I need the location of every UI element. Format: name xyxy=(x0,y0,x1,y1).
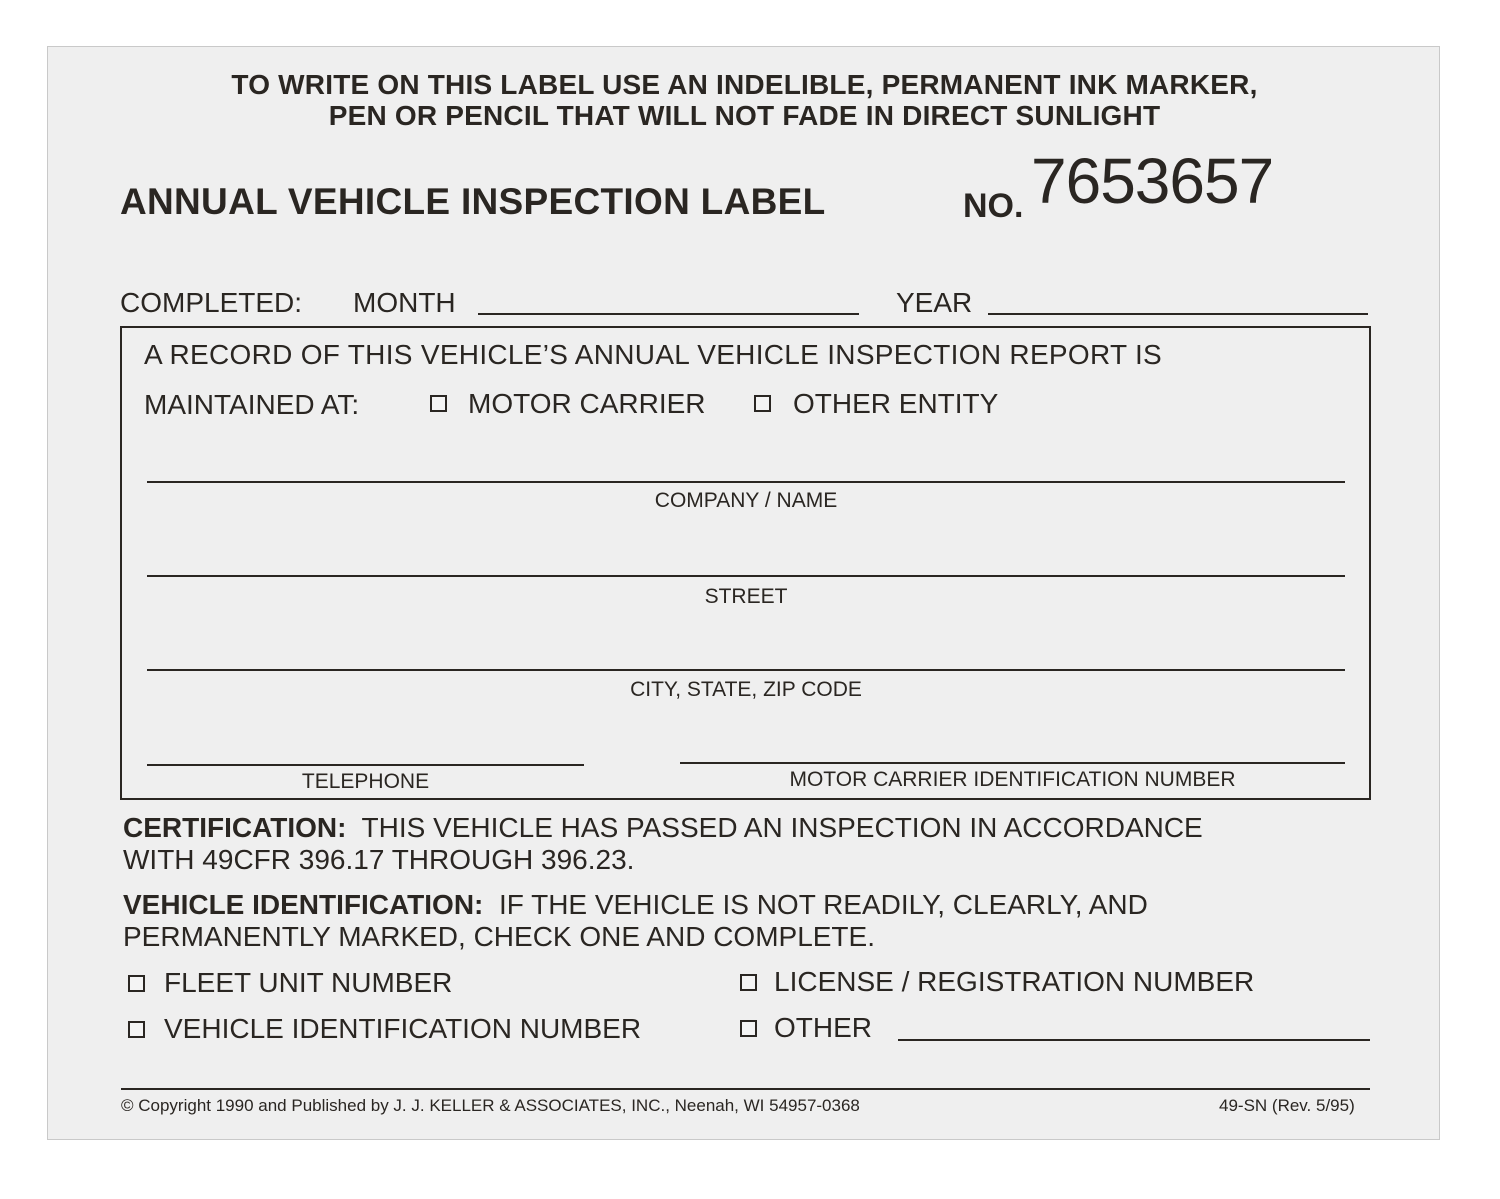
motor-carrier-id-caption: MOTOR CARRIER IDENTIFICATION NUMBER xyxy=(789,768,1236,791)
fleet-unit-checkbox[interactable] xyxy=(128,975,145,992)
company-name-field[interactable] xyxy=(147,481,1345,483)
vin-checkbox[interactable] xyxy=(128,1021,145,1038)
warning-line-1: TO WRITE ON THIS LABEL USE AN INDELIBLE, PERMANENT INK MARKER, xyxy=(231,69,1258,100)
vehicle-id-line-2: PERMANENTLY MARKED, CHECK ONE AND COMPLETE. xyxy=(123,921,875,952)
year-field[interactable] xyxy=(988,313,1368,315)
month-label: MONTH xyxy=(353,287,456,318)
telephone-caption: TELEPHONE xyxy=(301,770,430,793)
company-name-caption: COMPANY / NAME xyxy=(654,489,838,512)
street-caption: STREET xyxy=(704,585,788,608)
label-title: ANNUAL VEHICLE INSPECTION LABEL xyxy=(120,181,826,222)
completed-label: COMPLETED: xyxy=(120,287,303,318)
maintained-at-label: MAINTAINED AT: xyxy=(144,389,360,420)
record-statement: A RECORD OF THIS VEHICLE’S ANNUAL VEHICLE INSPECTION REPORT IS xyxy=(144,339,1163,370)
city-state-zip-field[interactable] xyxy=(147,669,1345,671)
motor-carrier-id-field[interactable] xyxy=(680,762,1345,764)
fleet-unit-label: FLEET UNIT NUMBER xyxy=(164,967,453,998)
certification-text: THIS VEHICLE HAS PASSED AN INSPECTION IN ACCORDANCE xyxy=(361,812,1203,843)
number-prefix: NO. xyxy=(963,187,1024,225)
inspection-label xyxy=(47,46,1440,1140)
other-entity-checkbox[interactable] xyxy=(754,395,771,412)
license-registration-label: LICENSE / REGISTRATION NUMBER xyxy=(774,966,1255,997)
vehicle-id-heading: VEHICLE IDENTIFICATION: xyxy=(123,889,484,920)
other-field[interactable] xyxy=(898,1039,1370,1041)
certification-heading: CERTIFICATION: xyxy=(123,812,347,843)
motor-carrier-checkbox[interactable] xyxy=(430,395,447,412)
copyright-text: © Copyright 1990 and Published by J. J. KELLER & ASSOCIATES, INC., Neenah, WI 54957-0368 xyxy=(121,1096,860,1115)
license-registration-checkbox[interactable] xyxy=(740,974,757,991)
month-field[interactable] xyxy=(478,313,859,315)
year-label: YEAR xyxy=(896,287,973,318)
city-state-zip-caption: CITY, STATE, ZIP CODE xyxy=(630,678,862,701)
serial-number: 7653657 xyxy=(1031,145,1274,217)
certification-line-1 xyxy=(123,812,1203,844)
warning-line-2: PEN OR PENCIL THAT WILL NOT FADE IN DIRECT SUNLIGHT xyxy=(328,100,1161,131)
vehicle-id-line-1 xyxy=(123,889,1148,921)
vehicle-id-text: IF THE VEHICLE IS NOT READILY, CLEARLY, AND xyxy=(498,889,1148,920)
other-entity-label: OTHER ENTITY xyxy=(793,388,999,419)
other-label: OTHER xyxy=(774,1012,872,1043)
footer-divider xyxy=(121,1088,1370,1090)
motor-carrier-label: MOTOR CARRIER xyxy=(468,388,706,419)
street-field[interactable] xyxy=(147,575,1345,577)
certification-line-2: WITH 49CFR 396.17 THROUGH 396.23. xyxy=(123,844,635,875)
other-checkbox[interactable] xyxy=(740,1020,757,1037)
form-number: 49-SN (Rev. 5/95) xyxy=(1219,1096,1355,1115)
vin-label: VEHICLE IDENTIFICATION NUMBER xyxy=(164,1013,642,1044)
telephone-field[interactable] xyxy=(147,764,584,766)
